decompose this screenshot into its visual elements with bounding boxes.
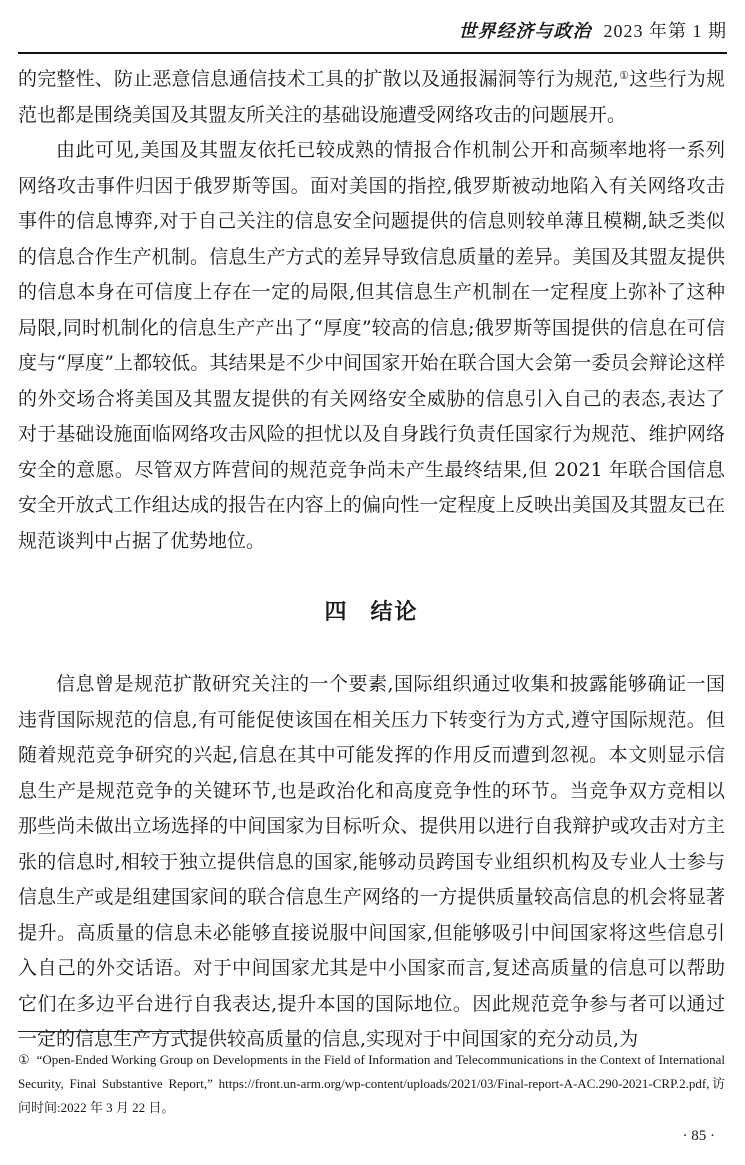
footnote-rule <box>18 1031 196 1032</box>
issue-label: 2023 年第 1 期 <box>603 21 727 41</box>
section-heading <box>18 595 725 631</box>
footnote-text: “Open-Ended Working Group on Developments in the Field of Information and Telecommunications in the Context of International Security, Final Substantive Report,” https://front.un-arm.org/wp-content/uploads/2021/03/Final-report-A-AC.290-2021-CRP.2.pdf,访问时间:2022 年 3 月 22 日。 <box>18 1052 726 1115</box>
paragraph-continued <box>18 62 725 133</box>
section-number: 四 <box>324 600 349 625</box>
footnote <box>18 1048 725 1120</box>
paragraph-text-tail: 这些行为规范也都是围绕美国及其盟友所关注的基础设施遭受网络攻击的问题展开。 <box>18 68 725 126</box>
journal-name: 世界经济与政治 <box>458 21 592 42</box>
body-text <box>18 62 725 1058</box>
footnote-reference: ① <box>618 69 630 82</box>
paragraph: 由此可见,美国及其盟友依托已较成熟的情报合作机制公开和高频率地将一系列网络攻击事件归因于俄罗斯等国。面对美国的指控,俄罗斯被动地陷入有关网络攻击事件的信息博弈,对于自己关注的信息安全问题提供的信息则较单薄且模糊,缺乏类似的信息合作生产机制。信息生产方式的差异导致信息质量的差异。美国及其盟友提供的信息本身在可信度上存在一定的局限,但其信息生产机制在一定程度上弥补了这种局限,同时机制化的信息生产产出了“厚度”较高的信息;俄罗斯等国提供的信息在可信度与“厚度”上都较低。其结果是不少中间国家开始在联合国大会第一委员会辩论这样的外交场合将美国及其盟友提供的有关网络安全威胁的信息引入自己的表态,表达了对于基础设施面临网络攻击风险的担忧以及自身践行负责任国家行为规范、维护网络安全的意愿。尽管双方阵营间的规范竞争尚未产生最终结果,但 2021 年联合国信息安全开放式工作组达成的报告在内容上的偏向性一定程度上反映出美国及其盟友已在规范谈判中占据了优势地位。 <box>18 139 725 552</box>
paragraph: 信息曾是规范扩散研究关注的一个要素,国际组织通过收集和披露能够确证一国违背国际规范的信息,有可能促使该国在相关压力下转变行为方式,遵守国际规范。但随着规范竞争研究的兴起,信息在其中可能发挥的作用反而遭到忽视。本文则显示信息生产是规范竞争的关键环节,也是政治化和高度竞争性的环节。当竞争双方竞相以那些尚未做出立场选择的中间国家为目标听众、提供用以进行自我辩护或攻击对方主张的信息时,相较于独立提供信息的国家,能够动员跨国专业组织机构及专业人士参与信息生产或是组建国家间的联合信息生产网络的一方提供质量较高信息的机会将显著提升。高质量的信息未必能够直接说服中间国家,但能够吸引中间国家将这些信息引入自己的外交话语。对于中间国家尤其是中小国家而言,复述高质量的信息可以帮助它们在多边平台进行自我表达,提升本国的国际地位。因此规范竞争参与者可以通过一定的信息生产方式提供较高质量的信息,实现对于中间国家的充分动员,为 <box>18 673 725 1050</box>
page-number: · 85 · <box>682 1128 715 1144</box>
section-title: 结论 <box>370 600 419 625</box>
paragraph-text: 的完整性、防止恶意信息通信技术工具的扩散以及通报漏洞等行为规范, <box>18 68 619 90</box>
footnote-marker: ① <box>18 1052 30 1067</box>
running-header <box>18 14 727 46</box>
header-rule <box>18 52 727 54</box>
